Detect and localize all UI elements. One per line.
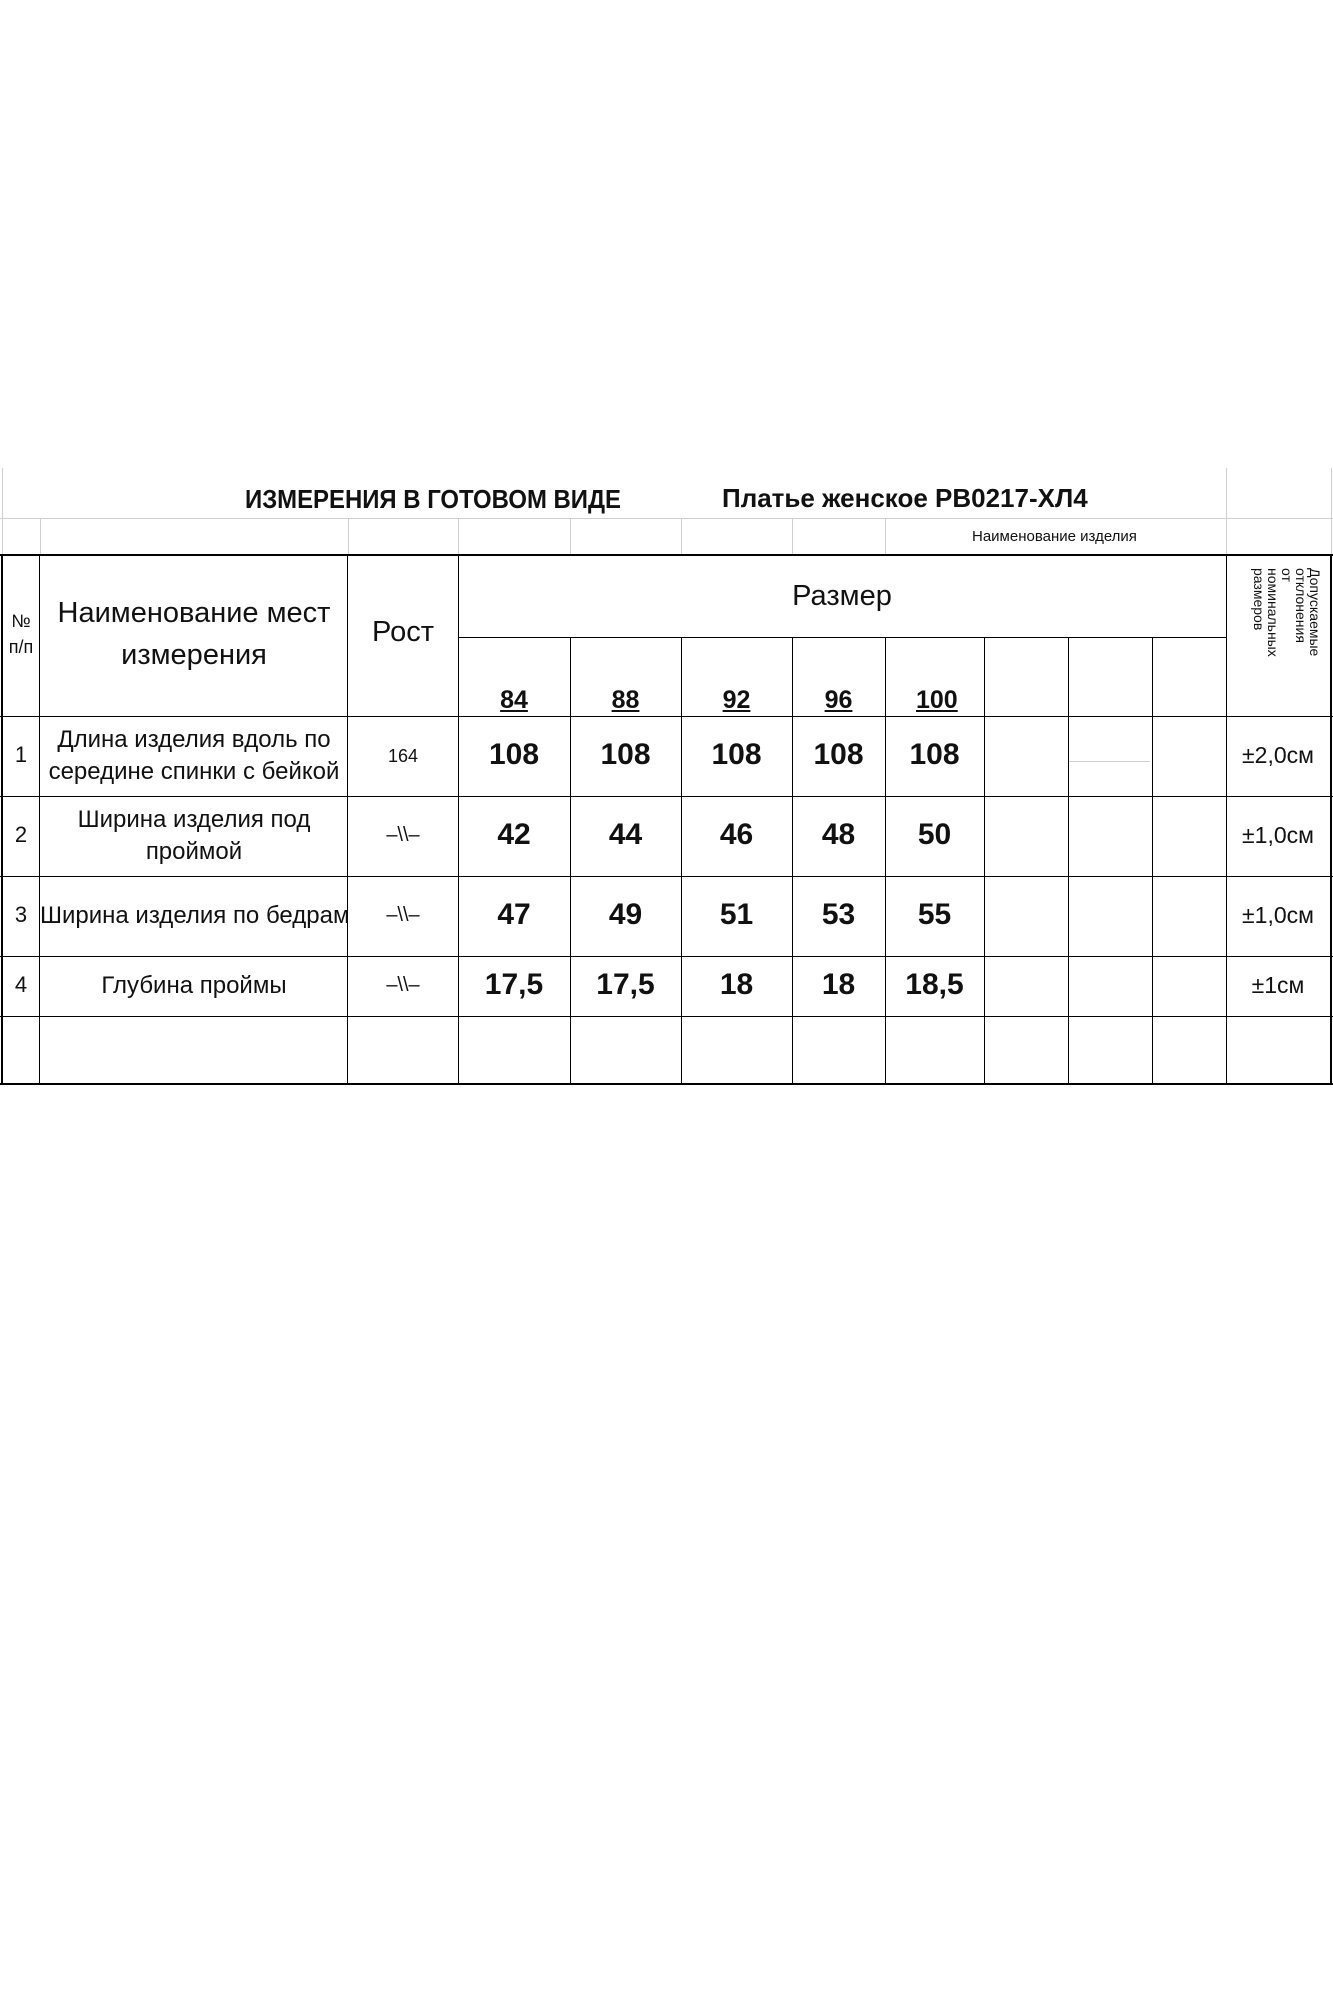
row-value: 18 xyxy=(821,968,856,1001)
row-value: 50 xyxy=(917,818,952,851)
row-value: 108 xyxy=(813,738,864,771)
grid-line xyxy=(2,468,3,554)
row-value: 49 xyxy=(608,898,643,931)
row-number: 4 xyxy=(14,972,28,997)
row-number: 1 xyxy=(14,742,28,767)
row-border xyxy=(0,716,1333,717)
row-border xyxy=(0,1016,1333,1017)
grid-line xyxy=(1068,761,1150,762)
size-96: 96 xyxy=(824,686,853,714)
row-tolerance: ±1,0см xyxy=(1242,822,1314,848)
row-value: 108 xyxy=(909,738,960,771)
header-height: Рост xyxy=(372,616,434,648)
grid-line xyxy=(570,518,571,554)
row-value: 17,5 xyxy=(596,968,655,1001)
row-value: 44 xyxy=(608,818,643,851)
table-top-border xyxy=(0,554,1333,556)
size-100: 100 xyxy=(916,686,958,714)
row-number: 2 xyxy=(14,822,28,847)
row-value: 108 xyxy=(711,738,762,771)
size-92: 92 xyxy=(722,686,751,714)
table-bottom-border xyxy=(0,1083,1333,1085)
col-border xyxy=(1068,637,1069,1085)
row-height: –\\– xyxy=(386,904,420,926)
header-tolerance: Допускаемые отклонения от номинальных размеров xyxy=(1251,568,1323,657)
row-value: 108 xyxy=(600,738,651,771)
measurement-sheet xyxy=(0,468,1333,1086)
grid-line xyxy=(1226,468,1227,554)
grid-line xyxy=(792,518,793,554)
row-number: 3 xyxy=(14,902,28,927)
row-height: –\\– xyxy=(386,824,420,846)
row-tolerance: ±1см xyxy=(1251,972,1305,998)
row-value: 18 xyxy=(719,968,754,1001)
row-label: Ширина изделия по бедрам xyxy=(40,902,350,929)
grid-line xyxy=(0,518,1333,519)
row-value: 42 xyxy=(497,818,531,851)
grid-line xyxy=(348,518,349,554)
row-label: Глубина проймы xyxy=(101,972,287,999)
size-84: 84 xyxy=(500,686,528,714)
grid-line xyxy=(1331,468,1332,554)
row-value: 46 xyxy=(719,818,754,851)
row-height: 164 xyxy=(387,746,419,766)
table-right-border xyxy=(1330,554,1332,1085)
header-size: Размер xyxy=(792,580,892,612)
row-border xyxy=(0,796,1333,797)
row-label: Длина изделия вдоль по середине спинки с бейкой xyxy=(48,726,340,785)
row-border xyxy=(0,876,1333,877)
grid-line xyxy=(40,518,41,554)
row-value: 18,5 xyxy=(905,968,964,1001)
col-border xyxy=(984,637,985,1085)
size-88: 88 xyxy=(611,686,640,714)
col-border xyxy=(1226,554,1227,1085)
row-tolerance: ±2,0см xyxy=(1242,742,1314,768)
row-value: 48 xyxy=(821,818,856,851)
header-num: № п/п xyxy=(8,611,34,657)
row-value: 53 xyxy=(821,898,856,931)
grid-line xyxy=(458,518,459,554)
row-value: 17,5 xyxy=(484,968,544,1001)
size-header-divider xyxy=(458,637,1226,638)
product-name: Платье женское РВ0217-ХЛ4 xyxy=(722,483,1088,513)
row-border xyxy=(0,956,1333,957)
row-value: 55 xyxy=(917,898,952,931)
row-tolerance: ±1,0см xyxy=(1242,902,1314,928)
col-border xyxy=(885,637,886,1085)
row-label: Ширина изделия под проймой xyxy=(77,806,311,865)
header-measurement-place: Наименование мест измерения xyxy=(57,597,331,671)
row-value: 51 xyxy=(719,898,754,931)
row-value: 47 xyxy=(497,898,531,931)
grid-line xyxy=(681,518,682,554)
col-border xyxy=(1152,637,1153,1085)
grid-line xyxy=(885,518,886,554)
row-value: 108 xyxy=(488,738,540,771)
product-caption: Наименование изделия xyxy=(972,528,1137,545)
sheet-heading: ИЗМЕРЕНИЯ В ГОТОВОМ ВИДЕ xyxy=(245,484,621,514)
row-height: –\\– xyxy=(386,974,420,996)
